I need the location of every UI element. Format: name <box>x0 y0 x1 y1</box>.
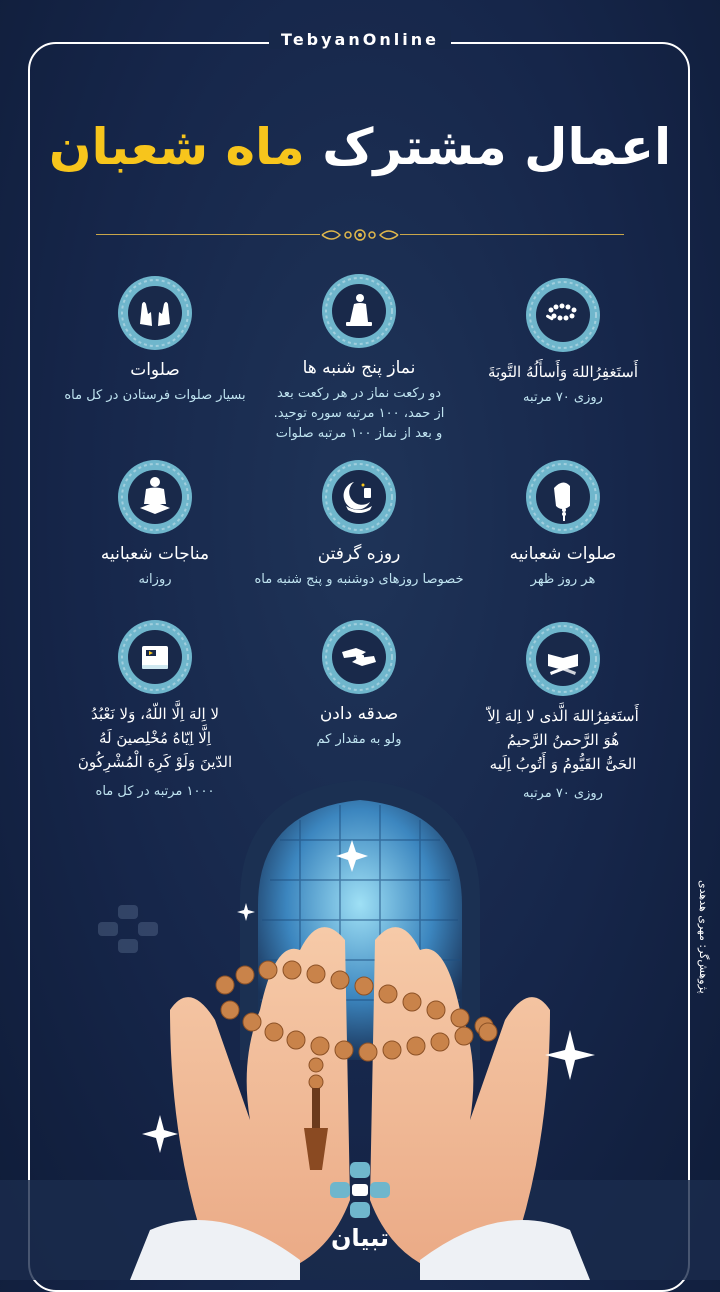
item-sub-line: و بعد از نماز ۱۰۰ مرتبه صلوات <box>275 426 443 441</box>
item-charity <box>244 618 474 750</box>
item-title: نماز پنج شنبه ها <box>302 358 416 378</box>
item-title: أَستَغفِرُاللهَ وَأَسأَلُهُ التَّوبَةَ <box>487 363 639 381</box>
item-title-line: أَستَغفِرُاللهَ الَّذی لا اِلهَ اِلاّ <box>487 707 639 725</box>
credit-text: پژوهش‌گر: مهری هدهدی <box>697 880 710 994</box>
reading-man-icon <box>116 458 194 536</box>
ornament-icon <box>320 226 400 244</box>
item-title: روزه گرفتن <box>317 544 401 564</box>
item-title: صلوات <box>130 360 180 380</box>
item-sub: ولو به مقدار کم <box>316 732 402 747</box>
item-sub: خصوصا روزهای دوشنبه و پنج شنبه ماه <box>254 572 464 587</box>
item-munajat <box>40 458 270 590</box>
item-title-line: الحَیُّ القَیُّومُ وَ أَتُوبُ اِلَیه <box>489 755 637 773</box>
item-shabaniyah-salawat <box>448 458 678 590</box>
charity-hands-icon <box>320 618 398 696</box>
item-salawat <box>40 274 270 406</box>
item-istighfar <box>448 276 678 408</box>
crescent-fasting-icon <box>320 458 398 536</box>
item-title-line: اِلَّا اِیّاهُ مُخْلِصینَ لَهُ <box>98 729 212 747</box>
item-title: مناجات شعبانیه <box>100 544 210 564</box>
title-white: اعمال مشترک <box>322 118 672 176</box>
item-title-line: لا اِلهَ اِلَّا اللّهُ، وَلا نَعْبُدُ <box>90 705 220 723</box>
ornamental-divider <box>96 234 624 236</box>
item-sub-line: از حمد، ۱۰۰ مرتبه سوره توحید. <box>273 406 445 421</box>
page-title <box>0 118 720 176</box>
praying-man-icon <box>320 272 398 350</box>
item-thursday-prayer <box>244 272 474 444</box>
watermark-logo <box>88 900 168 1000</box>
item-sub: روزی ۷۰ مرتبه <box>523 390 603 405</box>
item-sub: روزانه <box>138 572 172 587</box>
tebyan-logo <box>318 1158 402 1258</box>
title-yellow: ماه شعبان <box>48 118 305 176</box>
brand-header <box>0 30 720 49</box>
item-title-line: الدّینَ وَلَوْ کَرِهَ الْمُشْرِکُونَ <box>77 753 233 771</box>
brand-name: TebyanOnline <box>269 30 451 49</box>
item-sub: روزی ۷۰ مرتبه <box>523 786 603 801</box>
item-title: صلوات شعبانیه <box>509 544 617 564</box>
logo-text: تبیان <box>330 1224 390 1252</box>
quran-book-icon <box>116 618 194 696</box>
raised-hands-icon <box>116 274 194 352</box>
item-title: صدقه دادن <box>319 704 399 724</box>
item-fasting <box>244 458 474 590</box>
item-sub-line: دو رکعت نماز در هر رکعت بعد <box>276 386 442 401</box>
prayer-beads-icon <box>524 276 602 354</box>
hand-beads-icon <box>524 458 602 536</box>
item-sub: هر روز ظهر <box>530 572 596 587</box>
tebyan-logo-icon <box>318 1158 402 1224</box>
item-sub: بسیار صلوات فرستادن در کل ماه <box>64 388 246 403</box>
item-sub: ۱۰۰۰ مرتبه در کل ماه <box>95 784 215 799</box>
quran-stand-icon <box>524 620 602 698</box>
item-title-line: هُوَ الرَّحمنُ الرَّحیمُ <box>506 731 620 749</box>
